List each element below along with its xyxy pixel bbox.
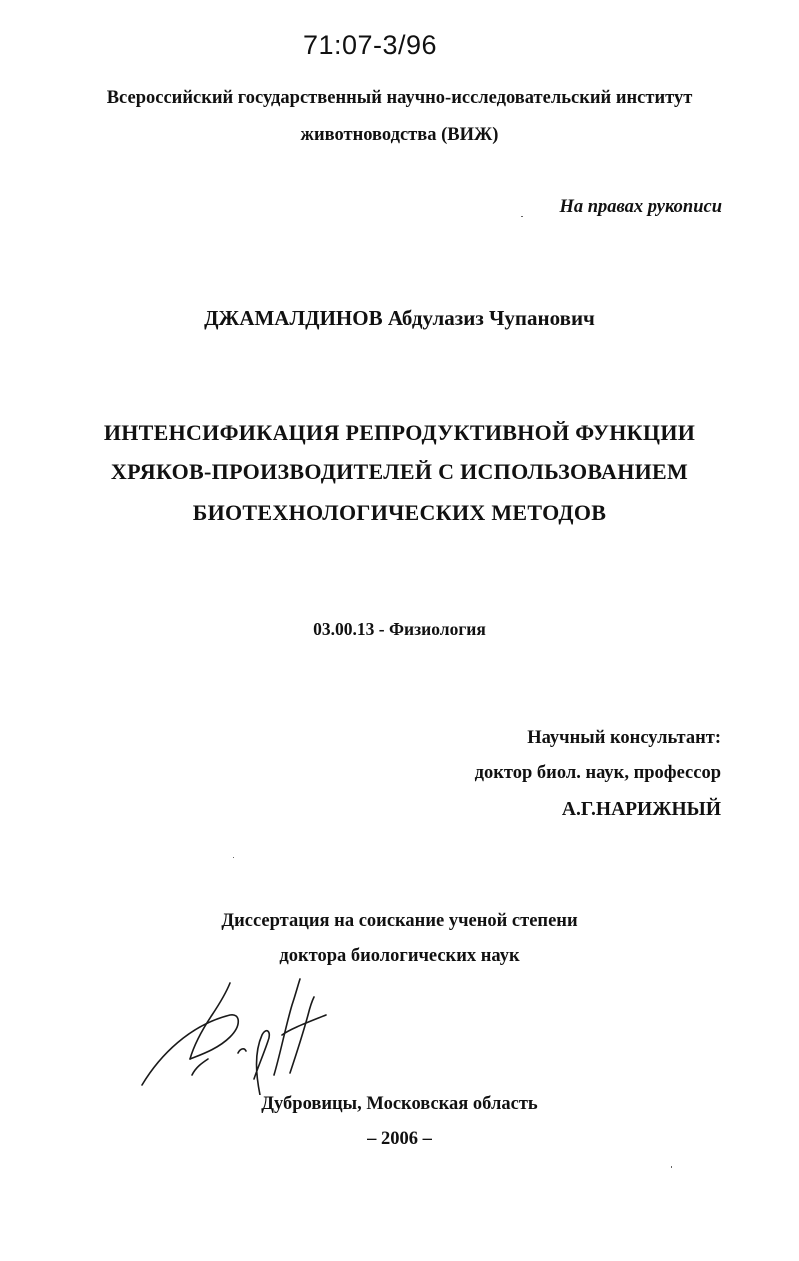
handwritten-signature bbox=[130, 975, 340, 1095]
scan-speck bbox=[233, 857, 234, 858]
place-of-publication: Дубровицы, Московская область bbox=[261, 1094, 538, 1114]
publication-year: – 2006 – bbox=[367, 1129, 432, 1149]
advisor-heading: Научный консультант: bbox=[527, 728, 721, 748]
scan-speck bbox=[521, 216, 523, 217]
thesis-title-line-2: ХРЯКОВ-ПРОИЗВОДИТЕЛЕЙ С ИСПОЛЬЗОВАНИЕМ bbox=[110, 459, 689, 484]
catalog-number: 71:07-3/96 bbox=[302, 30, 438, 60]
dissertation-line-1: Диссертация на соискание ученой степени bbox=[221, 911, 578, 931]
author-name: ДЖАМАЛДИНОВ Абдулазиз Чупанович bbox=[204, 306, 595, 330]
institution-line-2: животноводства (ВИЖ) bbox=[300, 125, 499, 145]
specialty-code: 03.00.13 - Физиология bbox=[313, 619, 486, 639]
dissertation-line-2: доктора биологических наук bbox=[279, 946, 520, 966]
advisor-name: А.Г.НАРИЖНЫЙ bbox=[561, 799, 721, 820]
thesis-title-line-1: ИНТЕНСИФИКАЦИЯ РЕПРОДУКТИВНОЙ ФУНКЦИИ bbox=[103, 420, 696, 445]
manuscript-rights-note: На правах рукописи bbox=[559, 197, 722, 217]
scan-speck bbox=[671, 1166, 672, 1168]
advisor-degree: доктор биол. наук, профессор bbox=[474, 763, 721, 783]
thesis-title-line-3: БИОТЕХНОЛОГИЧЕСКИХ МЕТОДОВ bbox=[192, 500, 607, 525]
institution-line-1: Всероссийский государственный научно-исследовательский институт bbox=[106, 88, 693, 108]
